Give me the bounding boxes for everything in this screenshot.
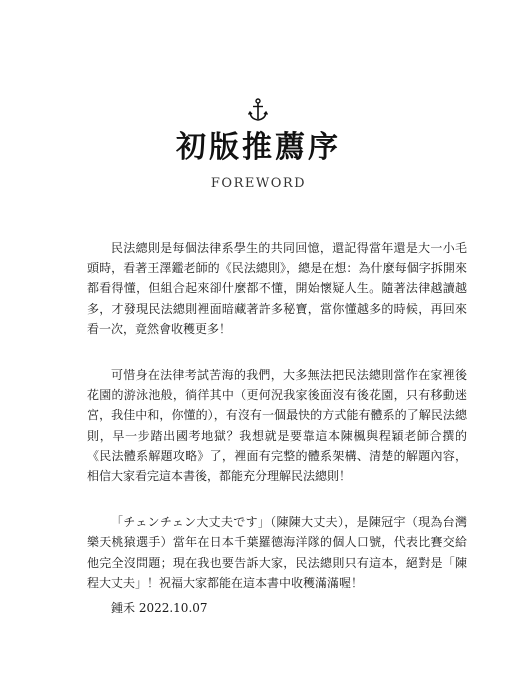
anchor-icon (247, 98, 269, 122)
paragraph-1: 民法總則是每個法律系學生的共同回憶，還記得當年還是大一小毛頭時，看著王澤鑑老師的《民法總則》，總是在想：為什麼每個字拆開來都看得懂，但組合起來卻什麼都不懂，開始懷疑人生。隨著法律越讀越多，才發現民法總則裡面暗藏著許多秘寶，當你懂越多的時候，再回來看一次，竟然會收穫更多！ (87, 241, 467, 336)
signature: 鍾禾 2022.10.07 (111, 601, 208, 615)
foreword-body (87, 238, 467, 593)
signature-block (87, 598, 387, 618)
paragraph-2: 可惜身在法律考試苦海的我們，大多無法把民法總則當作在家裡後花園的游泳池般，徜徉其中（更何況我家後面沒有後花園，只有移動迷宮，我佳中和，你懂的），有沒有一個最快的方式能有體系的了解民法總則，早一步踏出國考地獄？我想就是要靠這本陳楓與程穎老師合撰的《民法體系解題攻略》了，裡面有完整的體系架構、清楚的解題內容，相信大家看完這本書後，都能充分理解民法總則！ (87, 368, 467, 484)
page-subtitle: FOREWORD (210, 176, 307, 191)
paragraph-3: 「チェンチェン大丈夫です」（陳陳大丈夫），是陳冠宇（現為台灣樂天桃猿選手）當年在日本千葉羅德海洋隊的個人口號，代表比賽交給他完全沒問題；現在我也要告訴大家，民法總則只有這本，絕對是「陳程大丈夫」！祝福大家都能在這本書中收穫滿滿喔！ (87, 515, 467, 590)
page-title: 初版推薦序 (176, 130, 341, 165)
